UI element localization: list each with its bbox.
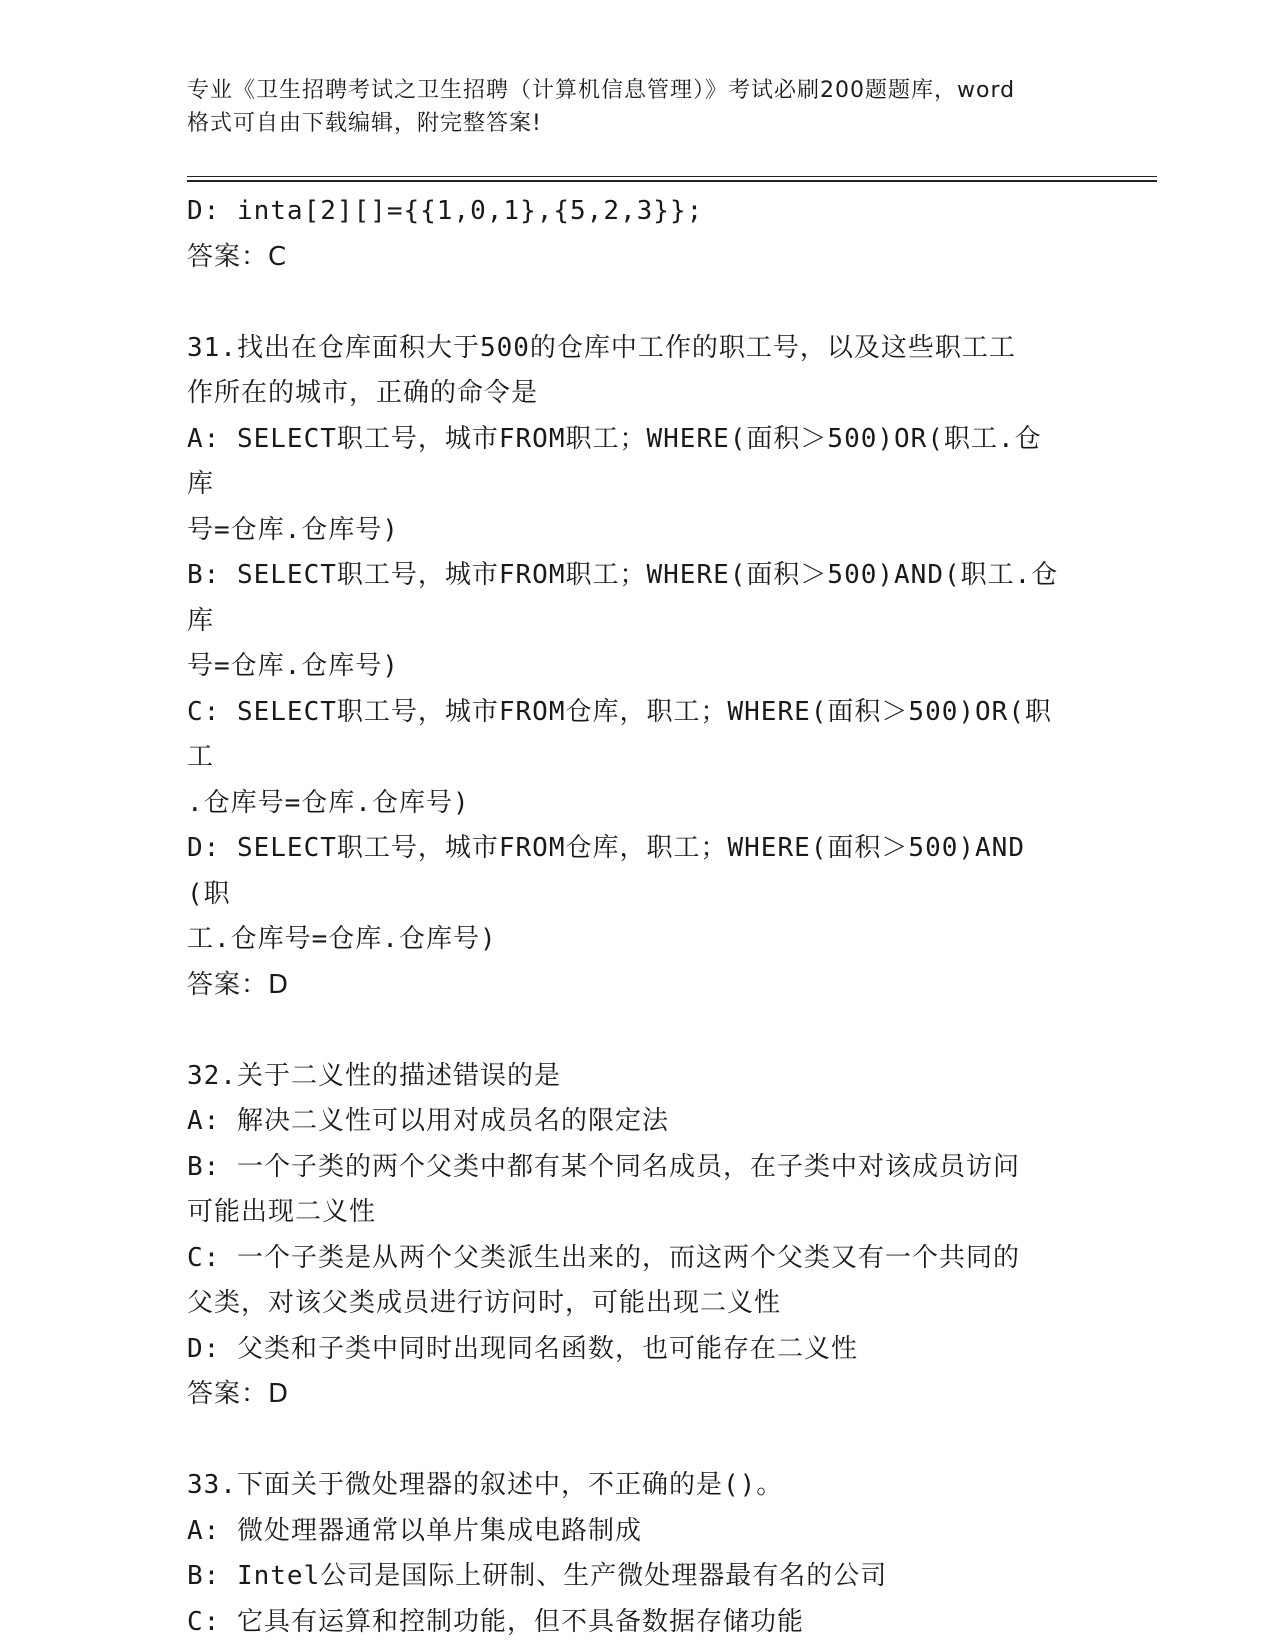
q32-option-a: A: 解决二义性可以用对成员名的限定法 — [187, 1106, 669, 1136]
q31-stem-line-2: 作所在的城市，正确的命令是 — [187, 378, 539, 408]
spacer — [187, 280, 1067, 326]
spacer — [187, 1418, 1067, 1464]
q31-option-a-line-1: A: SELECT职工号，城市FROM职工；WHERE(面积＞500)OR(职工.仓库 — [187, 423, 1042, 499]
q32-option-b-line-2: 可能出现二义性 — [187, 1197, 377, 1227]
header-divider-thin — [187, 176, 1157, 177]
q31-option-a-line-2: 号=仓库.仓库号) — [187, 514, 399, 545]
question-33 — [187, 1463, 1067, 1645]
header-title-line-2: 格式可自由下载编辑，附完整答案! — [187, 111, 542, 136]
q33-stem: 33.下面关于微处理器的叙述中，不正确的是()。 — [187, 1470, 784, 1500]
q31-option-d-line-1: D: SELECT职工号，城市FROM仓库，职工；WHERE(面积＞500)AND(职 — [187, 833, 1025, 909]
q32-answer: 答案：D — [187, 1379, 290, 1409]
q32-option-c-line-1: C: 一个子类是从两个父类派生出来的，而这两个父类又有一个共同的 — [187, 1242, 1020, 1273]
q33-option-b: B: Intel公司是国际上研制、生产微处理器最有名的公司 — [187, 1561, 888, 1591]
q33-option-c: C: 它具有运算和控制功能，但不具备数据存储功能 — [187, 1606, 804, 1637]
q32-stem: 32.关于二义性的描述错误的是 — [187, 1060, 561, 1091]
question-31 — [187, 326, 1067, 1009]
q33-option-a: A: 微处理器通常以单片集成电路制成 — [187, 1515, 642, 1546]
header-divider-thick — [187, 180, 1157, 182]
q31-option-b-line-2: 号=仓库.仓库号) — [187, 651, 399, 681]
q31-option-c-line-1: C: SELECT职工号，城市FROM仓库，职工；WHERE(面积＞500)OR(职工 — [187, 696, 1052, 772]
q30-option-d: D: inta[2][]={{1,0,1},{5,2,3}}; — [187, 196, 704, 226]
q32-option-b-line-1: B: 一个子类的两个父类中都有某个同名成员，在子类中对该成员访问 — [187, 1151, 1020, 1182]
q31-option-d-line-2: 工.仓库号=仓库.仓库号) — [187, 924, 497, 954]
question-32 — [187, 1054, 1067, 1418]
header-title-line-1: 专业《卫生招聘考试之卫生招聘（计算机信息管理）》考试必刷200题题库，word — [187, 78, 1016, 103]
q31-option-b-line-1: B: SELECT职工号，城市FROM职工；WHERE(面积＞500)AND(职工.仓库 — [187, 560, 1059, 636]
q31-option-c-line-2: .仓库号=仓库.仓库号) — [187, 787, 470, 818]
q31-answer: 答案：D — [187, 969, 290, 1000]
q32-option-c-line-2: 父类，对该父类成员进行访问时，可能出现二义性 — [187, 1288, 782, 1318]
question-content — [187, 189, 1067, 1645]
spacer — [187, 1008, 1067, 1054]
q30-answer: 答案：C — [187, 241, 288, 272]
q31-stem-line-1: 31.找出在仓库面积大于500的仓库中工作的职工号，以及这些职工工 — [187, 332, 1016, 363]
q32-option-d: D: 父类和子类中同时出现同名函数，也可能存在二义性 — [187, 1333, 858, 1364]
document-header — [187, 74, 1087, 140]
